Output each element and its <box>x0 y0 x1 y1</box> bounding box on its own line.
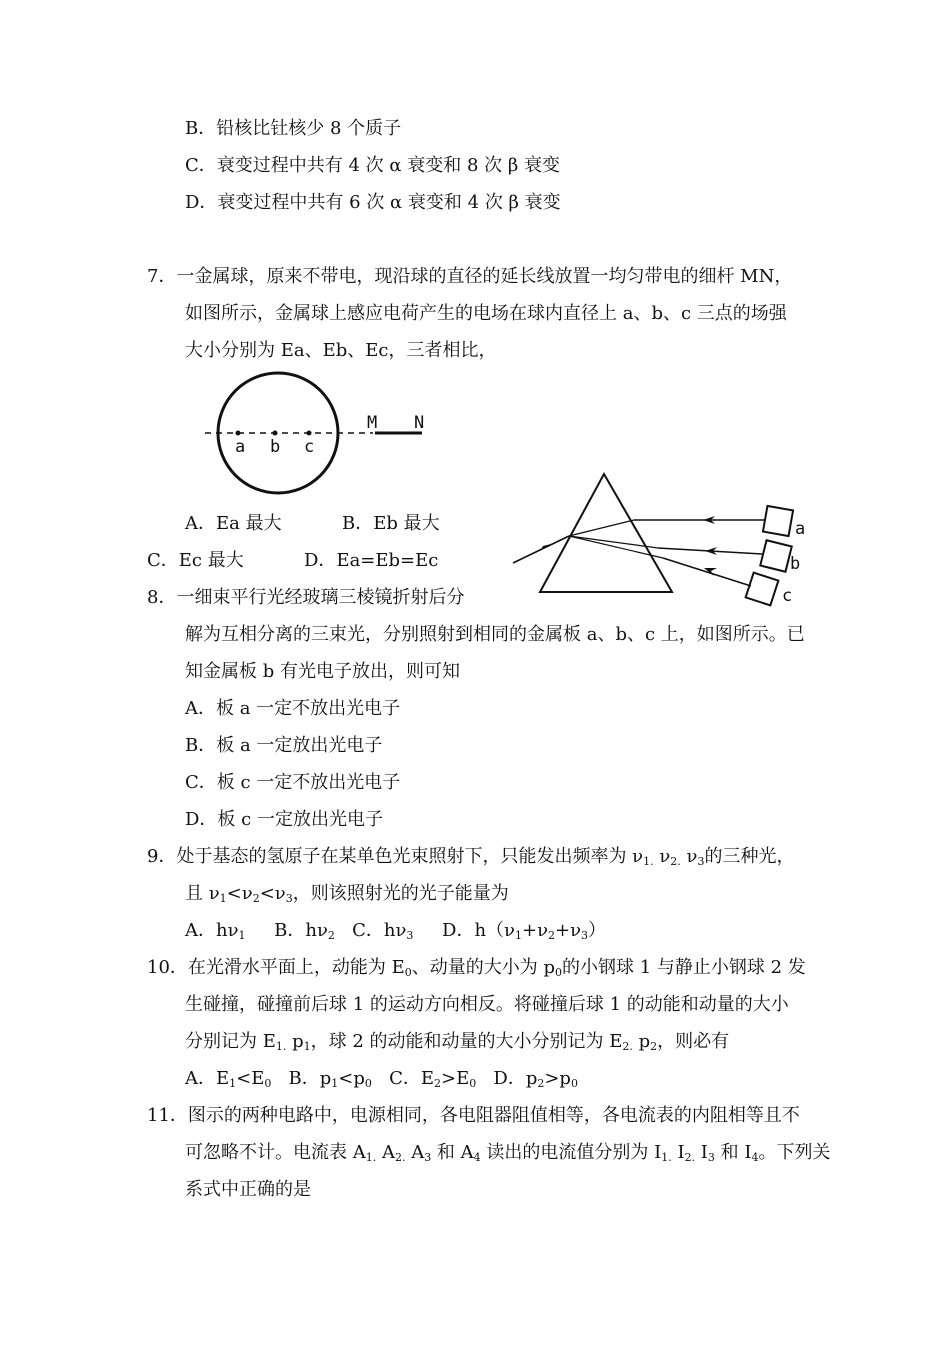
q8-option-c: C．板 c 一定不放出光电子 <box>185 772 401 793</box>
q10-options: A．$E_1<E_0$ B．$p_1<p_0$ C．$E_2>E_0$ D．$p_2>p_0$ <box>185 1068 578 1090</box>
q11-text-line-2: 可忽略不计。电流表 $A_{1.}$ $A_{2.}$ $A_3$ 和 $A_4$ 读出的电流值分别为 $I_{1.}$ $I_{2.}$ $I_3$ 和 $I_4$。下列关 <box>185 1142 831 1164</box>
rod-end-n-label: N <box>414 413 425 433</box>
plate-c-label: c <box>782 586 793 606</box>
plate-b-label: b <box>790 554 801 574</box>
q10-text-line-3: 分别记为 $E_{1.}$ $p_1$，球 2 的动能和动量的大小分别记为 $E_{2.}$ $p_2$，则必有 <box>185 1031 730 1053</box>
q8-text-line-1: 8．一细束平行光经玻璃三棱镜折射后分 <box>147 587 465 608</box>
q11-text-line-1: 11．图示的两种电路中，电源相同，各电阻器阻值相等，各电流表的内阻相等且不 <box>147 1105 800 1126</box>
q7-option-b: B．Eb 最大 <box>342 513 440 534</box>
q7-option-d: D．Ea=Eb=Ec <box>304 550 439 571</box>
q8-text-line-2: 解为互相分离的三束光，分别照射到相同的金属板 a、b、c 上，如图所示。已 <box>185 624 805 645</box>
q6-option-d: D．衰变过程中共有 6 次 α 衰变和 4 次 β 衰变 <box>185 192 561 213</box>
q9-text-line-2: 且 $\nu_1<\nu_2<\nu_3$，则该照射光的光子能量为 <box>185 883 509 905</box>
q8-option-d: D．板 c 一定放出光电子 <box>185 809 383 830</box>
q8-option-b: B．板 a 一定放出光电子 <box>185 735 383 756</box>
q10-text-line-1: 10．在光滑水平面上，动能为 $E_0$、动量的大小为 $p_0$的小钢球 1 与静止小钢球 2 发 <box>147 957 806 979</box>
q7-text-line-2: 如图所示，金属球上感应电荷产生的电场在球内直径上 a、b、c 三点的场强 <box>185 303 787 324</box>
q6-option-c: C．衰变过程中共有 4 次 α 衰变和 8 次 β 衰变 <box>185 155 561 176</box>
q7-text-line-3: 大小分别为 Ea、Eb、Ec，三者相比， <box>185 340 497 361</box>
q7-text-line-1: 7．一金属球，原来不带电，现沿球的直径的延长线放置一均匀带电的细杆 MN， <box>147 266 793 287</box>
q11-text-line-3: 系式中正确的是 <box>185 1179 311 1200</box>
q9-options: A．$h\nu_1$ B．$h\nu_2$ C．$h\nu_3$ D．$h(\nu_1+\nu_2+\nu_3)$ <box>185 920 607 942</box>
q8-option-a: A．板 a 一定不放出光电子 <box>185 698 401 719</box>
metal-sphere-rod-figure <box>195 370 445 500</box>
q10-text-line-2: 生碰撞，碰撞前后球 1 的运动方向相反。将碰撞后球 1 的动能和动量的大小 <box>185 994 789 1015</box>
q9-text-line-1: 9．处于基态的氢原子在某单色光束照射下，只能发出频率为 $\nu_{1.}$ $\nu_{2.}$ $\nu_3$的三种光， <box>147 846 795 868</box>
point-c-label: c <box>304 437 315 457</box>
q8-text-line-3: 知金属板 b 有光电子放出，则可知 <box>185 661 460 682</box>
prism-figure <box>505 468 815 613</box>
rod-end-m-label: M <box>367 413 378 433</box>
q7-option-c: C．Ec 最大 <box>147 550 244 571</box>
plate-a-label: a <box>795 519 806 539</box>
point-a-label: a <box>235 437 246 457</box>
q7-option-a: A．Ea 最大 <box>185 513 282 534</box>
point-b-label: b <box>270 437 281 457</box>
q6-option-b: B．铅核比钍核少 8 个质子 <box>185 118 402 139</box>
